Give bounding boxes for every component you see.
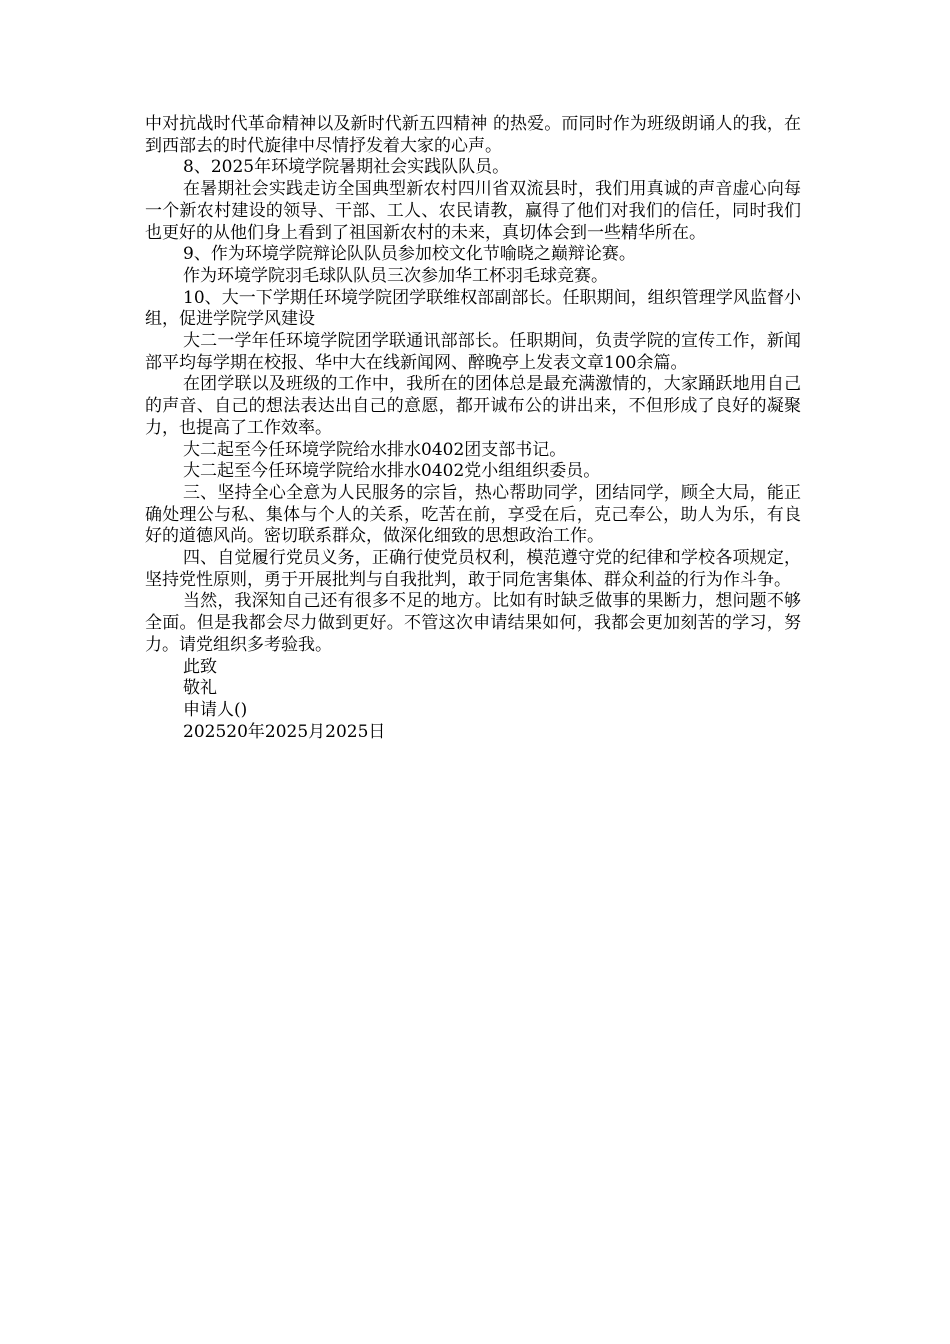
- document-page: [145, 114, 801, 743]
- paragraph-party-group: 大二起至今任环境学院给水排水0402党小组组织委员。: [183, 461, 601, 482]
- paragraph-teamwork: 在团学联以及班级的工作中，我所在的团体总是最充满激情的，大家踊跃地用自己的声音、自己的想法表达出自己的意愿，都开诚布公的讲出来，不但形成了良好的凝聚力，也提高了工作效率。: [145, 374, 801, 438]
- paragraph-section-three: 三、坚持全心全意为人民服务的宗旨，热心帮助同学，团结同学，顾全大局，能正确处理公与私、集体与个人的关系，吃苦在前，享受在后，克己奉公，助人为乐，有良好的道德风尚。密切联系群众，做深化细致的思想政治工作。: [145, 482, 801, 547]
- paragraph-item-10: 10、大一下学期任环境学院团学联维权部副部长。任职期间，组织管理学风监督小组，促进学院学风建设: [145, 287, 801, 330]
- paragraph-badminton: 作为环境学院羽毛球队队员三次参加华工杯羽毛球竞赛。: [183, 265, 608, 286]
- paragraph-self-reflection: 当然，我深知自己还有很多不足的地方。比如有时缺乏做事的果断力，想问题不够全面。但是我都会尽力做到更好。不管这次申请结果如何，我都会更加刻苦的学习，努力。请党组织多考验我。: [145, 591, 801, 655]
- closing-regards: 敬礼: [183, 678, 217, 699]
- applicant-signature: 申请人(): [183, 699, 248, 720]
- paragraph-item-8: 8、2025年环境学院暑期社会实践队队员。: [183, 157, 510, 178]
- closing-salutation: 此致: [183, 656, 217, 677]
- paragraph-item-9: 9、作为环境学院辩论队队员参加校文化节喻晓之巅辩论赛。: [183, 244, 636, 265]
- paragraph-section-four: 四、自觉履行党员义务，正确行使党员权利，模范遵守党的纪律和学校各项规定，坚持党性原则，勇于开展批判与自我批判，敢于同危害集体、群众利益的行为作斗争。: [145, 548, 801, 590]
- paragraph-branch-secretary: 大二起至今任环境学院给水排水0402团支部书记。: [183, 439, 567, 460]
- paragraph-social-practice: 在暑期社会实践走访全国典型新农村四川省双流县时，我们用真诚的声音虚心向每一个新农村建设的领导、干部、工人、农民请教，赢得了他们对我们的信任，同时我们也更好的从他们身上看到了祖国新农村的未来，真切体会到一些精华所在。: [145, 179, 801, 243]
- paragraph-communications: 大二一学年任环境学院团学联通讯部部长。任职期间，负责学院的宣传工作，新闻部平均每学期在校报、华中大在线新闻网、醉晚亭上发表文章100余篇。: [145, 331, 801, 373]
- signature-date: 202520年2025月2025日: [183, 721, 386, 742]
- paragraph-continuation: 中对抗战时代革命精神以及新时代新五四精神 的热爱。而同时作为班级朗诵人的我，在到西部去的时代旋律中尽情抒发着大家的心声。: [145, 114, 801, 156]
